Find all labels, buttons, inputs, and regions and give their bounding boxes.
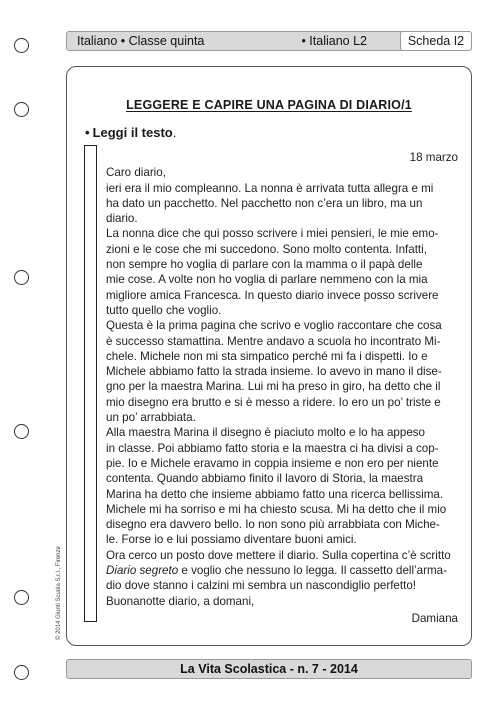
- diary-line: chele. Michele non mi sta simpatico perché mi fa i dispetti. Io e: [106, 349, 428, 363]
- diary-line: Ora cerco un posto dove mettere il diario. Sulla copertina c’è scritto: [106, 548, 451, 562]
- diary-line: un po’ arrabbiata.: [106, 411, 196, 425]
- binder-hole: [14, 102, 29, 117]
- diary-body: [106, 181, 458, 563]
- header-subject: Italiano • Classe quinta: [77, 34, 205, 48]
- binder-hole: [14, 590, 29, 605]
- diary-line: ha dato un pacchetto. Nel pacchetto non c’era un libro, ma un: [106, 196, 423, 210]
- diary-line: Alla maestra Marina il disegno è piaciuto molto e lo ha appeso: [106, 426, 426, 440]
- diary-line: in classe. Poi abbiamo fatto storia e la maestra ci ha divisi a cop-: [106, 441, 439, 455]
- diary-italic: Diario segreto: [106, 564, 179, 578]
- binder-hole: [14, 270, 29, 285]
- diary-line: mie cose. A volte non ho voglia di parlare nemmeno con la mia: [106, 273, 428, 287]
- binder-hole: [14, 665, 29, 680]
- text-margin-box: [84, 145, 97, 622]
- bullet-icon: •: [85, 125, 90, 140]
- diary-line: Michele mi ha sorriso e mi ha chiesto scusa. Mi ha detto che il mio: [106, 502, 447, 516]
- diary-line: La nonna dice che qui posso scrivere i miei pensieri, le mie emo-: [106, 227, 439, 241]
- diary-line: le. Forse io e lui possiamo diventare buoni amici.: [106, 533, 357, 547]
- diary-text: [106, 150, 458, 626]
- diary-line: migliore amica Francesca. In questo diario invece posso scrivere: [106, 288, 439, 302]
- diary-line: pie. Io e Michele eravamo in coppia insieme e non ero per niente: [106, 456, 439, 470]
- diary-greeting: Caro diario,: [106, 166, 166, 180]
- instruction-text: Leggi il testo: [92, 125, 173, 140]
- diary-signature: Damiana: [411, 611, 458, 625]
- binder-hole: [14, 38, 29, 53]
- header-level: • Italiano L2: [301, 34, 367, 48]
- diary-line: Marina ha detto che insieme abbiamo fatto una ricerca bellissima.: [106, 487, 444, 501]
- diary-line: zioni e le cose che mi succedono. Sono molto contenta. Infatti,: [106, 242, 427, 256]
- sheet-tab: Scheda I2: [400, 31, 472, 51]
- instruction-suffix: .: [172, 125, 177, 140]
- diary-line: ieri era il mio compleanno. La nonna è arrivata tutta allegra e mi: [106, 181, 434, 195]
- diary-date: 18 marzo: [409, 151, 458, 164]
- binder-hole: [14, 424, 29, 439]
- diary-line: dio dove stanno i calzini mi sembra un nascondiglio perfetto!: [106, 579, 416, 593]
- footer-bar: La Vita Scolastica - n. 7 - 2014: [66, 659, 472, 679]
- instruction: [85, 125, 176, 140]
- header-bar: [66, 31, 472, 51]
- diary-line: gno per la maestra Marina. Lui mi ha preso in giro, ha detto che il: [106, 380, 441, 394]
- diary-line: disegno era davvero bello. Io non sono più arrabbiata con Miche-: [106, 518, 440, 532]
- diary-line: diario.: [106, 212, 138, 226]
- diary-line: mio disegno era brutto e si è messo a ridere. Io ero un po’ triste e: [106, 395, 441, 409]
- diary-line: [106, 563, 458, 578]
- diary-line-rest: e voglio che nessuno lo legga. Il cassetto dell’arma-: [178, 564, 447, 578]
- diary-line: è successo stamattina. Mentre andavo a scuola ho incontrato Mi-: [106, 334, 441, 348]
- copyright-note: © 2014 Giunti Scuola S.r.l., Firenze: [56, 546, 62, 640]
- diary-line: tutto quello che voglio.: [106, 303, 222, 317]
- diary-line: non sempre ho voglia di parlare con la mamma o il papà delle: [106, 258, 423, 272]
- diary-line: Buonanotte diario, a domani,: [106, 594, 255, 608]
- diary-line: contenta. Quando abbiamo finito il lavoro di Storia, la maestra: [106, 472, 424, 486]
- diary-line: Michele abbiamo fatto la strada insieme. Io avevo in mano il dise-: [106, 365, 442, 379]
- diary-line: Questa è la prima pagina che scrivo e voglio raccontare che cosa: [106, 319, 442, 333]
- page-title: LEGGERE E CAPIRE UNA PAGINA DI DIARIO/1: [126, 98, 412, 112]
